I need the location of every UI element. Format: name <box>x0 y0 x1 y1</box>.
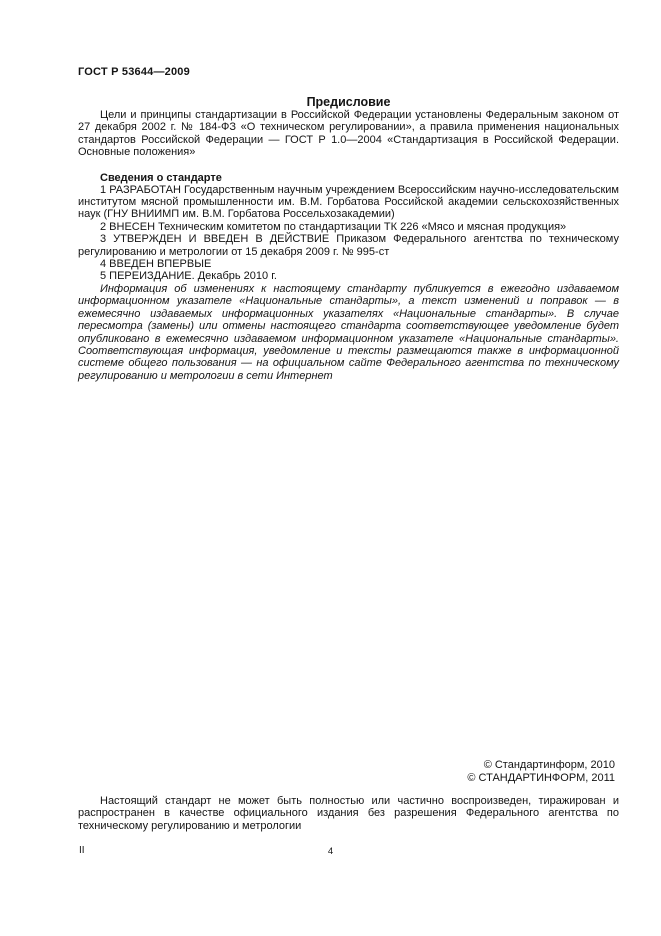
copyright-line-2010: © Стандартинформ, 2010 <box>483 759 615 771</box>
copyright-block <box>467 759 615 785</box>
standard-designation: ГОСТ Р 53644—2009 <box>78 66 190 78</box>
copyright-line-2011: © СТАНДАРТИНФОРМ, 2011 <box>467 771 615 784</box>
standard-info-item-developed: 1 РАЗРАБОТАН Государственным научным учреждением Всероссийским научно-исследовательским институтом мясной промышленности им. В.М. Горбатова Российской академии сельскохозяйственных наук (ГНУ ВНИИМП им. В.М. Горбатова Россельхозакадемии) <box>78 183 619 221</box>
amendment-information-note: Информация об изменениях к настоящему стандарту публикуется в ежегодно издаваемом информационном указателе «Национальные стандарты», а текст изменений и поправок — в ежемесячно издаваемых информационных указателях «Национальные стандарты». В случае пересмотра (замены) или отмены настоящего стандарта соответствующее уведомление будет опубликовано в ежемесячно издаваемом информационном указателе «Национальные стандарты». Соответствующая информация, уведомление и тексты размещаются также в информационной системе общего пользования — на официальном сайте Федерального агентства по техническому регулированию и метрологии в сети Интернет <box>78 282 619 382</box>
standard-info-item-republished: 5 ПЕРЕИЗДАНИЕ. Декабрь 2010 г. <box>100 270 277 283</box>
reproduction-restriction-paragraph: Настоящий стандарт не может быть полностью или частично воспроизведен, тиражирован и распространен в качестве официального издания без разрешения Федерального агентства по техническому регулированию и метрологии <box>78 795 619 832</box>
page-title: Предисловие <box>306 95 391 109</box>
intro-paragraph: Цели и принципы стандартизации в Российской Федерации установлены Федеральным законом от 27 декабря 2002 г. № 184-ФЗ «О техническом регулировании», а правила применения национальных стандартов Российской Федерации — ГОСТ Р 1.0—2004 «Стандартизация в Российской Федерации. Основные положения» <box>78 109 619 159</box>
footer-roman-page-number: II <box>79 845 85 856</box>
standard-info-item-first-introduced: 4 ВВЕДЕН ВПЕРВЫЕ <box>100 258 212 271</box>
text-column <box>78 66 619 382</box>
standard-info-item-approved: 3 УТВЕРЖДЕН И ВВЕДЕН В ДЕЙСТВИЕ Приказом Федерального агентства по техническому регулированию и метрологии от 15 декабря 2009 г. № 995-ст <box>78 233 619 258</box>
footer-scan-page-number: 4 <box>327 846 334 857</box>
section-heading: Сведения о стандарте <box>100 171 222 184</box>
standard-info-item-submitted: 2 ВНЕСЕН Техническим комитетом по стандартизации ТК 226 «Мясо и мясная продукция» <box>100 220 567 233</box>
